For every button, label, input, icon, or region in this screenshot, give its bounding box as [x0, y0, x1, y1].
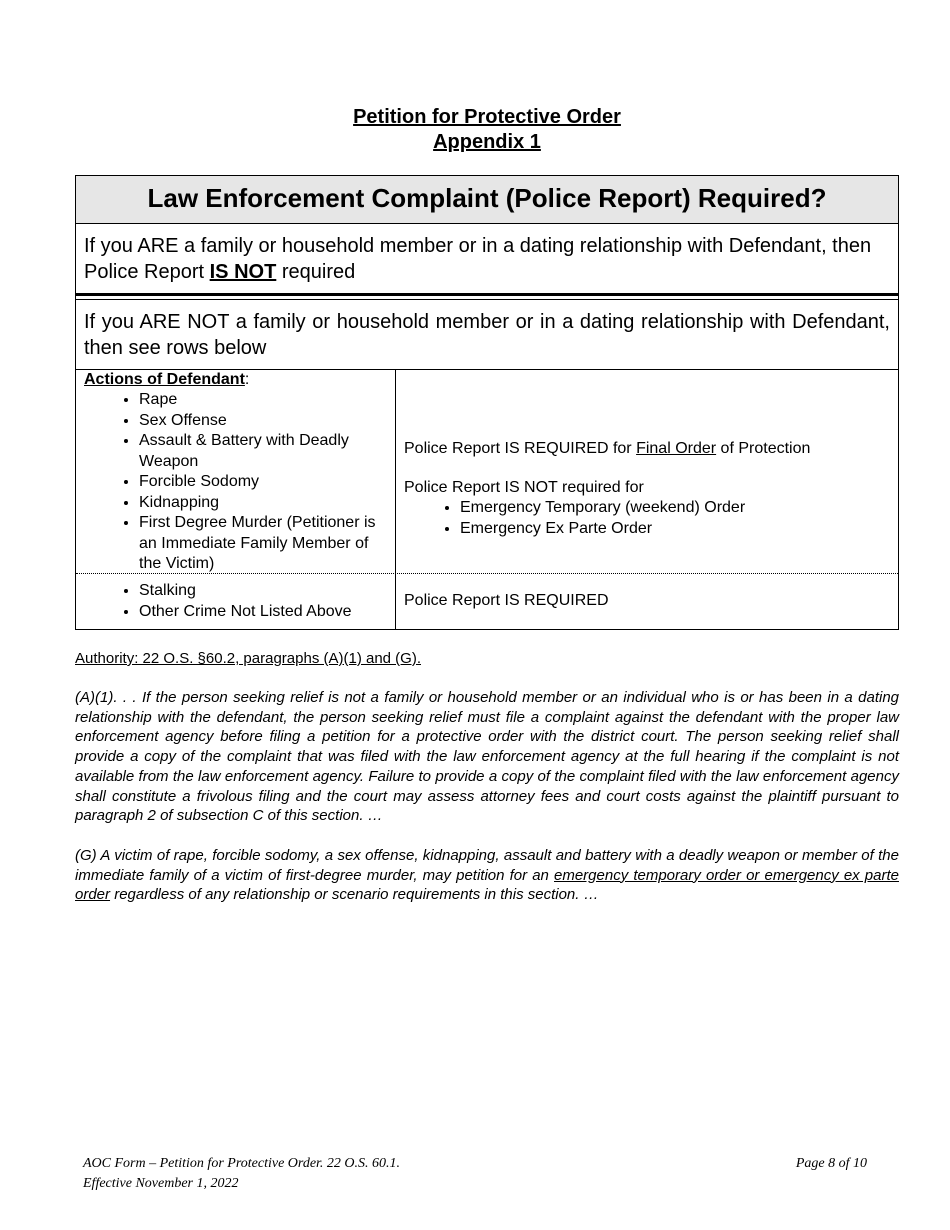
table-row: [76, 370, 898, 574]
actions-heading: [84, 370, 387, 390]
page-number: Page 8 of 10: [795, 1156, 867, 1171]
statute-paragraph-a1: (A)(1). . . If the person seeking relief is not a family or household member or an individual who is or has been in a dating relationship with the defendant, the person seeking relief must file a complaint against the defendant with the proper law enforcement agency before filing a petition for a protective order with the district court. The person seeking relief shall provide a copy of the complaint that was filed with the law enforcement agency at the full hearing if the complaint is not available from the law enforcement agency. Failure to provide a copy of the complaint filed with the law enforcement agency shall constitute a frivolous filing and the court may assess attorney fees and court costs against the plaintiff pursuant to paragraph 2 of subsection C of this section. …: [75, 689, 899, 825]
final-order-term: Final Order: [636, 440, 717, 457]
family-row: [76, 224, 898, 296]
list-item: • Emergency Temporary (weekend) Order: [460, 498, 890, 519]
page-footer: [83, 1154, 867, 1194]
list-item: • First Degree Murder (Petitioner is an Immediate Family Member of the Victim): [139, 513, 387, 575]
list-item: • Kidnapping: [139, 493, 387, 514]
list-item: • Forcible Sodomy: [139, 472, 387, 493]
other-requirement: Police Report IS REQUIRED: [404, 592, 609, 609]
actions-cell: [76, 370, 396, 573]
nonfamily-row: If you ARE NOT a family or household member or in a dating relationship with Defendant, then see rows below: [76, 299, 898, 370]
final-order-text-after: of Protection: [716, 440, 811, 457]
actions-colon: :: [244, 371, 250, 388]
document-subtitle: Appendix 1: [433, 131, 541, 153]
list-item: • Assault & Battery with Deadly Weapon: [139, 431, 387, 472]
list-item: • Emergency Ex Parte Order: [460, 519, 890, 540]
table-header: Law Enforcement Complaint (Police Report) Required?: [76, 176, 898, 224]
other-actions-cell: [76, 574, 396, 629]
document-heading: [0, 105, 950, 155]
requirements-cell: [396, 370, 898, 573]
list-item: • Stalking: [139, 581, 387, 602]
family-row-emphasis: IS NOT: [209, 261, 277, 283]
not-required-label: Police Report IS NOT required for: [404, 478, 644, 496]
para-g-text-before: (G) A victim of rape, forcible sodomy, a sex offense, kidnapping, assault and battery with a deadly weapon or member of the immediate family of a victim of first-degree murder, may petition for an: [75, 847, 899, 884]
document-title: Petition for Protective Order: [353, 106, 621, 128]
not-required-list: [404, 498, 890, 539]
table-row: [76, 574, 898, 629]
other-requirement-cell: [396, 574, 898, 629]
footer-effective-date: Effective November 1, 2022: [83, 1176, 239, 1191]
final-order-requirement: [404, 439, 890, 460]
list-item: • Rape: [139, 390, 387, 411]
police-report-table: [75, 175, 899, 630]
para-g-text-after: regardless of any relationship or scenario requirements in this section. …: [110, 886, 599, 904]
final-order-text-before: Police Report IS REQUIRED for: [404, 440, 637, 457]
footer-form-name: AOC Form – Petition for Protective Order. 22 O.S. 60.1.: [83, 1156, 401, 1171]
list-item: • Other Crime Not Listed Above: [139, 602, 387, 623]
family-row-text-before: If you ARE a family or household member or in a dating relationship with Defendant, then Police Report: [84, 235, 872, 283]
authority-citation: Authority: 22 O.S. §60.2, paragraphs (A)(1) and (G).: [75, 650, 421, 667]
family-row-text-after: required: [276, 261, 356, 283]
actions-list: [84, 390, 387, 575]
statute-paragraph-g: [75, 846, 899, 905]
actions-label: Actions of Defendant: [84, 371, 245, 388]
other-actions-list: [84, 581, 387, 622]
list-item: • Sex Offense: [139, 411, 387, 432]
para-g-underlined: emergency temporary order or emergency ex parte order: [75, 866, 899, 904]
